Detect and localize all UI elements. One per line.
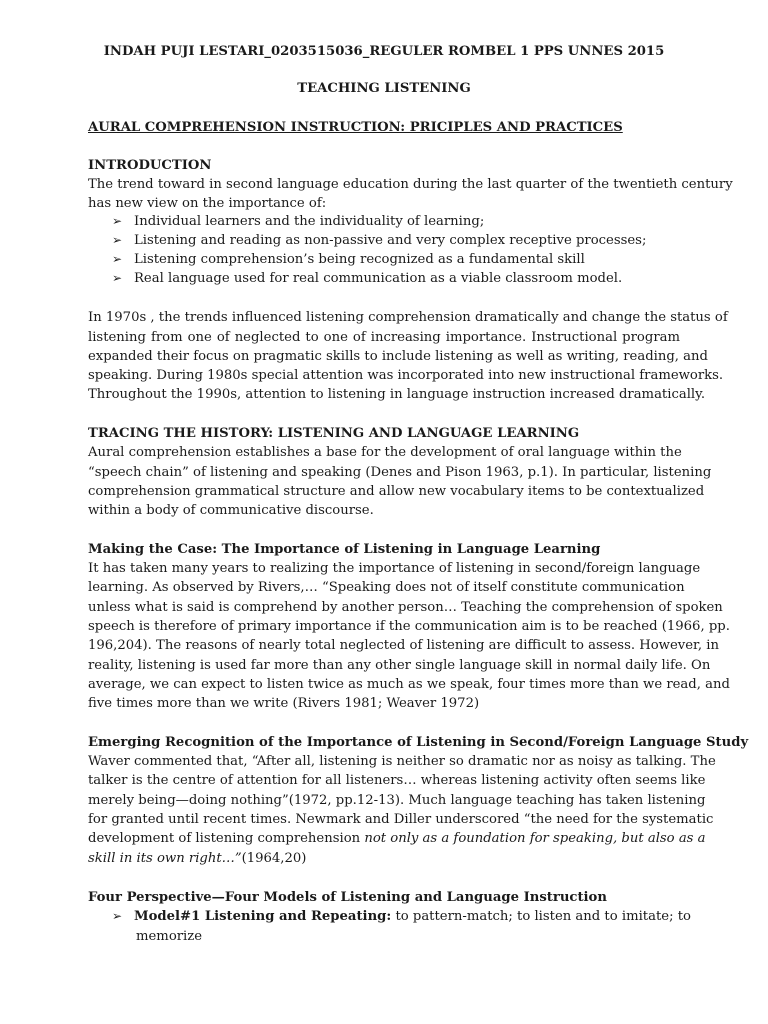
- paragraph-line: “speech chain” of listening and speaking (Denes and Pison 1963, p.1). In particular, listening: [88, 465, 712, 480]
- paragraph-line: In 1970s , the trends influenced listening comprehension dramatically and change the status of: [88, 310, 728, 325]
- paragraph-line: unless what is said is comprehend by another person… Teaching the comprehension of spoken: [88, 600, 723, 615]
- paragraph-line: [88, 849, 680, 868]
- document-title: TEACHING LISTENING: [297, 81, 471, 96]
- paragraph-line: It has taken many years to realizing the importance of listening in second/foreign language: [88, 561, 701, 576]
- intro-bullet: [112, 250, 672, 269]
- paragraph-line: comprehension grammatical structure and allow new vocabulary items to be contextualized: [88, 484, 705, 499]
- paragraph-line: Waver commented that, “After all, listening is neither so dramatic nor as noisy as talking. The: [88, 754, 716, 769]
- paragraph-line: for granted until recent times. Newmark and Diller underscored “the need for the systematic: [88, 812, 714, 827]
- quote-italic: skill in its own right…”: [88, 851, 242, 866]
- bullet-text: Listening comprehension’s being recognized as a fundamental skill: [134, 252, 585, 267]
- bullet-text: Real language used for real communication as a viable classroom model.: [134, 271, 623, 286]
- paragraph-line: learning. As observed by Rivers,… “Speaking does not of itself constitute communication: [88, 580, 685, 595]
- arrow-bullet-icon: ➢: [112, 252, 123, 266]
- intro-bullet: [112, 212, 672, 231]
- arrow-bullet-icon: ➢: [112, 214, 123, 228]
- paragraph-line: within a body of communicative discourse.: [88, 503, 374, 518]
- model-description: to pattern-match; to listen and to imitate; to: [391, 909, 691, 924]
- author-line: INDAH PUJI LESTARI_0203515036_REGULER ROMBEL 1 PPS UNNES 2015: [103, 44, 665, 59]
- model-title: Model#1 Listening and Repeating:: [134, 909, 392, 924]
- bullet-text: Listening and reading as non-passive and very complex receptive processes;: [134, 233, 647, 248]
- intro-heading: INTRODUCTION: [88, 158, 212, 173]
- paragraph-line: Aural comprehension establishes a base for the development of oral language within the: [88, 445, 682, 460]
- citation-text: (1964,20): [241, 851, 307, 866]
- models-heading: Four Perspective—Four Models of Listening and Language Instruction: [88, 890, 607, 905]
- paragraph-line: merely being—doing nothing”(1972, pp.12-13). Much language teaching has taken listening: [88, 793, 706, 808]
- model-bullet: [112, 907, 691, 926]
- quote-italic: not only as a foundation for speaking, but also as a: [364, 831, 706, 846]
- paragraph-line: reality, listening is used far more than any other single language skill in normal daily life. On: [88, 658, 711, 673]
- paragraph-line: Throughout the 1990s, attention to listening in language instruction increased dramatically.: [88, 387, 706, 402]
- paragraph-line: 196,204). The reasons of nearly total neglected of listening are difficult to assess. However, in: [88, 638, 719, 653]
- main-heading: AURAL COMPREHENSION INSTRUCTION: PRICIPLES AND PRACTICES: [88, 120, 623, 135]
- history-heading: TRACING THE HISTORY: LISTENING AND LANGUAGE LEARNING: [88, 426, 580, 441]
- intro-line: The trend toward in second language education during the last quarter of the twentieth century: [88, 177, 733, 192]
- paragraph-line: talker is the centre of attention for all listeners… whereas listening activity often seems like: [88, 773, 706, 788]
- intro-bullet: [112, 269, 672, 288]
- paragraph-line: expanded their focus on pragmatic skills to include listening as well as writing, reading, and: [88, 349, 708, 364]
- paragraph-line: speech is therefore of primary importance if the communication aim is to be reached (1966, pp.: [88, 619, 730, 634]
- model-bullet-continuation: memorize: [136, 929, 203, 944]
- emerging-heading: Emerging Recognition of the Importance of Listening in Second/Foreign Language Study: [88, 735, 749, 750]
- paragraph-line: five times more than we write (Rivers 1981; Weaver 1972): [88, 696, 480, 711]
- intro-line: has new view on the importance of:: [88, 196, 327, 211]
- paragraph-line: listening from one of neglected to one of increasing importance. Instructional program: [88, 330, 680, 345]
- paragraph-line: [88, 829, 706, 848]
- paragraph-line: average, we can expect to listen twice as much as we speak, four times more than we read, and: [88, 677, 730, 692]
- arrow-bullet-icon: ➢: [112, 233, 123, 247]
- paragraph-line: speaking. During 1980s special attention was incorporated into new instructional frameworks.: [88, 368, 724, 383]
- arrow-bullet-icon: ➢: [112, 909, 123, 923]
- intro-bullet: [112, 231, 672, 250]
- plain-text: development of listening comprehension: [88, 831, 365, 846]
- case-heading: Making the Case: The Importance of Listening in Language Learning: [88, 542, 601, 557]
- bullet-text: Individual learners and the individuality of learning;: [134, 214, 485, 229]
- arrow-bullet-icon: ➢: [112, 271, 123, 285]
